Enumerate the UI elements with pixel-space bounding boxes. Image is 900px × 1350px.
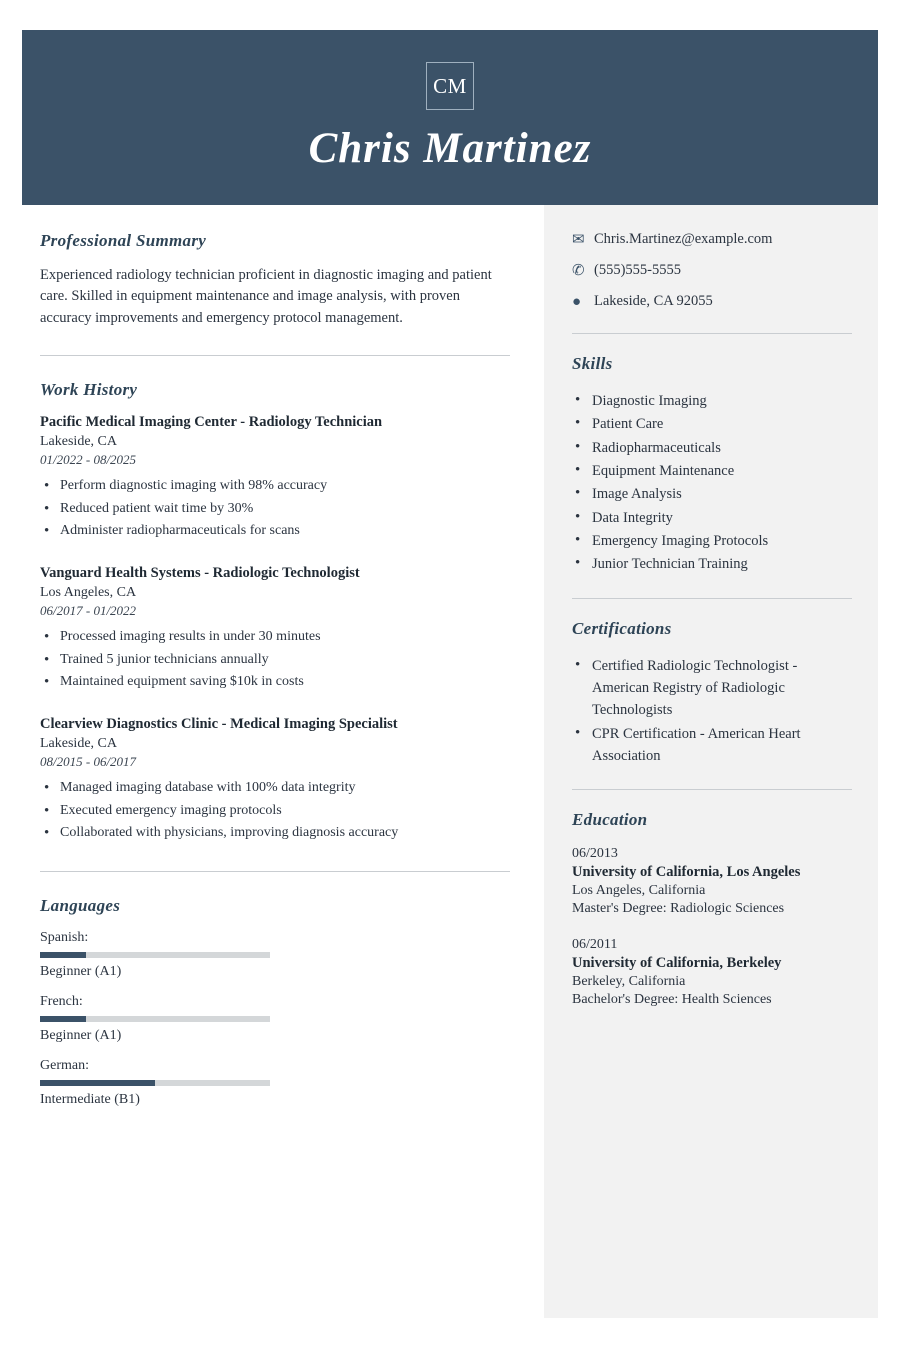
sidebar-column <box>544 205 878 1318</box>
skill-item: • Junior Technician Training <box>572 553 852 575</box>
languages-section <box>40 896 510 1122</box>
envelope-icon: ✉ <box>572 232 585 248</box>
certifications-list <box>572 655 852 768</box>
skill-item: • Patient Care <box>572 413 852 435</box>
resume-body <box>22 205 878 1318</box>
education-degree: Master's Degree: Radiologic Sciences <box>572 901 785 917</box>
divider <box>40 871 510 872</box>
skill-item: • Equipment Maintenance <box>572 460 852 482</box>
skill-item: • Emergency Imaging Protocols <box>572 530 852 552</box>
job-title: Vanguard Health Systems - Radiologic Technologist <box>40 564 360 581</box>
job-bullets <box>40 626 510 694</box>
work-history-section <box>40 380 510 845</box>
education-date: 06/2011 <box>572 937 618 953</box>
language-level-bar <box>40 952 270 958</box>
contact-phone-text: (555)555-5555 <box>594 262 681 278</box>
skill-item: • Image Analysis <box>572 483 852 505</box>
summary-text: Experienced radiology technician proficient in diagnostic imaging and patient care. Skilled in equipment maintenance and image analysis, with proven accuracy improvements and emergency protocol management. <box>40 267 492 326</box>
work-history-heading: Work History <box>40 379 138 399</box>
education-item <box>572 937 852 1008</box>
language-level-bar-fill <box>40 1016 86 1022</box>
skill-item: • Data Integrity <box>572 507 852 529</box>
contact-location-text: Lakeside, CA 92055 <box>594 293 713 309</box>
education-date: 06/2013 <box>572 846 618 862</box>
resume-header <box>22 30 878 205</box>
education-place: Berkeley, California <box>572 974 686 990</box>
contact-item-email <box>572 231 852 249</box>
phone-icon: ✆ <box>572 263 585 279</box>
certifications-heading: Certifications <box>572 618 672 638</box>
job-bullet: • Executed emergency imaging protocols <box>40 800 510 823</box>
education-heading: Education <box>572 810 648 830</box>
language-item <box>40 1058 270 1108</box>
job-entry <box>40 716 510 845</box>
job-bullet: • Maintained equipment saving $10k in costs <box>40 671 510 694</box>
divider <box>572 333 852 334</box>
contact-item-location <box>572 293 852 311</box>
job-bullet: • Perform diagnostic imaging with 98% accuracy <box>40 475 510 498</box>
language-level-bar-fill <box>40 952 86 958</box>
divider <box>572 598 852 599</box>
job-dates: 08/2015 - 06/2017 <box>40 753 137 769</box>
skill-item: • Radiopharmaceuticals <box>572 437 852 459</box>
candidate-name: Chris Martinez <box>308 125 592 172</box>
job-location: Los Angeles, CA <box>40 584 137 600</box>
job-dates: 06/2017 - 01/2022 <box>40 602 137 618</box>
education-section <box>572 810 852 1008</box>
language-level-label: Beginner (A1) <box>40 1027 122 1043</box>
language-level-bar <box>40 1016 270 1022</box>
skills-heading: Skills <box>572 354 613 373</box>
language-item <box>40 994 270 1044</box>
divider <box>40 355 510 356</box>
job-title: Pacific Medical Imaging Center - Radiology Technician <box>40 413 383 430</box>
certifications-section <box>572 619 852 768</box>
language-level-label: Beginner (A1) <box>40 963 122 979</box>
education-school: University of California, Los Angeles <box>572 864 801 881</box>
contact-email-text[interactable]: Chris.Martinez@example.com <box>594 231 773 247</box>
main-column <box>22 205 544 1318</box>
certification-item: • Certified Radiologic Technologist - American Registry of Radiologic Technologists <box>572 655 852 722</box>
divider <box>572 789 852 790</box>
languages-grid <box>40 930 510 1122</box>
job-bullet: • Trained 5 junior technicians annually <box>40 649 510 672</box>
job-entry <box>40 565 510 694</box>
language-level-bar <box>40 1080 270 1086</box>
job-dates: 01/2022 - 08/2025 <box>40 451 137 467</box>
languages-heading: Languages <box>40 895 121 915</box>
education-item <box>572 846 852 917</box>
language-name: French: <box>40 993 83 1009</box>
monogram-badge: CM <box>426 62 474 110</box>
location-pin-icon: ● <box>572 294 582 310</box>
job-entry <box>40 414 510 543</box>
education-school: University of California, Berkeley <box>572 955 782 972</box>
education-degree: Bachelor's Degree: Health Sciences <box>572 992 772 1008</box>
education-place: Los Angeles, California <box>572 883 706 899</box>
job-title: Clearview Diagnostics Clinic - Medical Imaging Specialist <box>40 715 398 732</box>
language-name: German: <box>40 1057 89 1073</box>
job-bullets <box>40 475 510 543</box>
job-location: Lakeside, CA <box>40 433 117 449</box>
language-level-bar-fill <box>40 1080 155 1086</box>
job-bullet: • Administer radiopharmaceuticals for scans <box>40 520 510 543</box>
professional-summary-section <box>40 231 510 329</box>
job-bullet: • Collaborated with physicians, improving diagnosis accuracy <box>40 822 510 845</box>
contact-section <box>572 231 852 311</box>
certification-item: • CPR Certification - American Heart Association <box>572 723 852 768</box>
job-bullet: • Processed imaging results in under 30 minutes <box>40 626 510 649</box>
skills-list <box>572 390 852 576</box>
contact-item-phone <box>572 262 852 280</box>
job-bullet: • Reduced patient wait time by 30% <box>40 498 510 521</box>
job-bullets <box>40 777 510 845</box>
skill-item: • Diagnostic Imaging <box>572 390 852 412</box>
job-bullet: • Managed imaging database with 100% data integrity <box>40 777 510 800</box>
language-level-label: Intermediate (B1) <box>40 1091 140 1107</box>
summary-heading: Professional Summary <box>40 231 207 250</box>
skills-section <box>572 354 852 576</box>
job-location: Lakeside, CA <box>40 735 117 751</box>
language-name: Spanish: <box>40 929 89 945</box>
language-item <box>40 930 270 980</box>
